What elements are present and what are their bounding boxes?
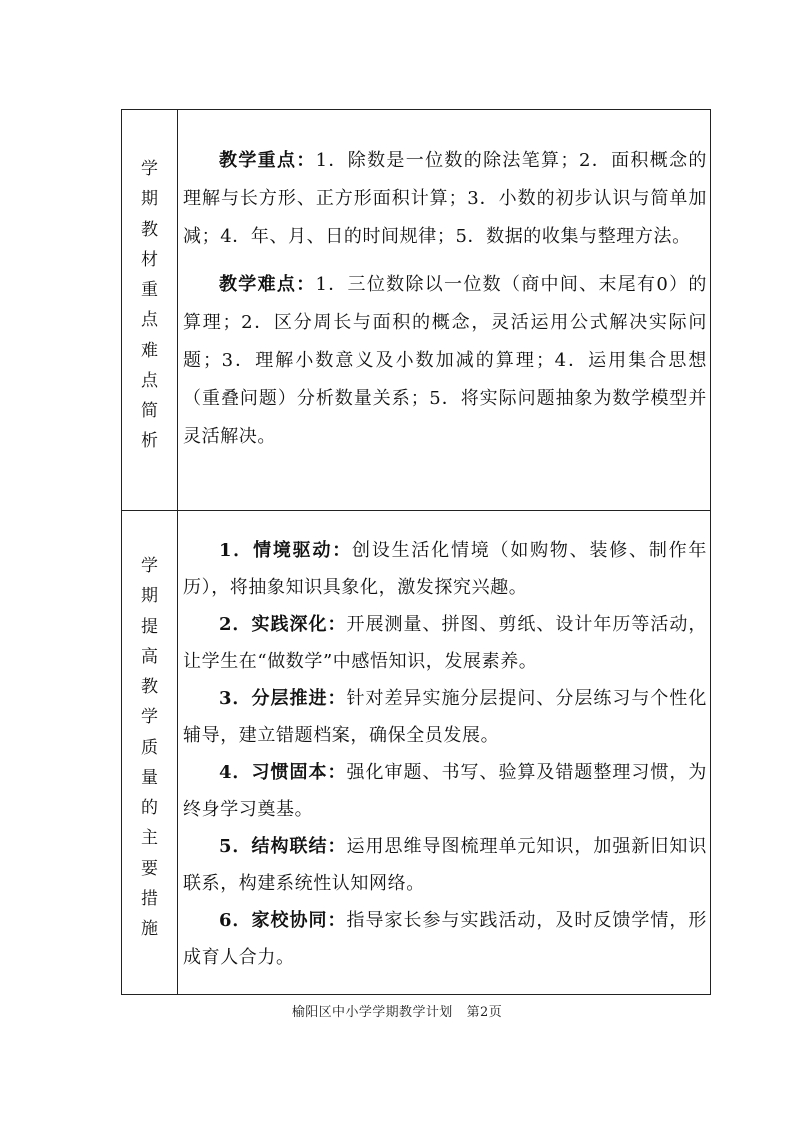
measure-text: 创设生活化情境（如购物、装修、制作年历），将抽象知识具象化，激发探究兴趣。 <box>183 540 707 598</box>
paragraph-key-points <box>183 142 707 256</box>
measure-text: 针对差异实施分层提问、分层练习与个性化辅导，建立错题档案，确保全员发展。 <box>183 688 707 746</box>
measure-text: 强化审题、书写、验算及错题整理习惯，为终身学习奠基。 <box>183 762 707 820</box>
measure-item <box>183 828 707 902</box>
plan-table <box>121 109 711 995</box>
row-label-cell <box>122 511 178 995</box>
keyword: 教学重点： <box>219 150 316 171</box>
measure-item <box>183 902 707 976</box>
keyword: 5．结构联结： <box>219 836 347 857</box>
keyword: 4．习惯固本： <box>219 762 347 783</box>
keyword: 6．家校协同： <box>219 910 347 931</box>
paragraph-text: 1．除数是一位数的除法笔算；2．面积概念的理解与长方形、正方形面积计算；3．小数的初步认识与简单加减；4．年、月、日的时间规律；5．数据的收集与整理方法。 <box>183 150 708 247</box>
measure-item <box>183 532 707 606</box>
measure-item <box>183 606 707 680</box>
footer-title: 榆阳区中小学学期教学计划 <box>291 1005 453 1020</box>
measure-text: 开展测量、拼图、剪纸、设计年历等活动，让学生在“做数学”中感悟知识，发展素养。 <box>183 614 707 672</box>
keyword: 3．分层推进： <box>219 688 347 709</box>
row-label-key-points: 学期教材重点难点简析 <box>141 159 158 452</box>
row-label-measures: 学期提高教学质量的主要措施 <box>141 556 158 939</box>
paragraph-text: 1．三位数除以一位数（商中间、末尾有0）的算理；2．区分周长与面积的概念，灵活运用公式解决实际问题；3．理解小数意义及小数加减的算理；4．运用集合思想（重叠问题）分析数量关系；5．将实际问题抽象为数学模型并灵活解决。 <box>183 274 707 447</box>
measure-text: 运用思维导图梳理单元知识，加强新旧知识联系，构建系统性认知网络。 <box>183 836 707 894</box>
table-row-key-difficult-points <box>122 110 711 511</box>
measure-item <box>183 680 707 754</box>
page-number: 第2页 <box>466 1005 503 1020</box>
row-label-cell <box>122 110 178 511</box>
page-footer <box>0 1001 794 1020</box>
keyword: 教学难点： <box>219 274 316 295</box>
row-content-cell <box>178 110 711 511</box>
row-content-cell <box>178 511 711 995</box>
keyword: 1．情境驱动： <box>219 540 353 561</box>
measure-item <box>183 754 707 828</box>
keyword: 2．实践深化： <box>219 614 347 635</box>
measure-text: 指导家长参与实践活动，及时反馈学情，形成育人合力。 <box>183 910 707 968</box>
table-row-measures <box>122 511 711 995</box>
paragraph-difficult-points <box>183 266 707 456</box>
